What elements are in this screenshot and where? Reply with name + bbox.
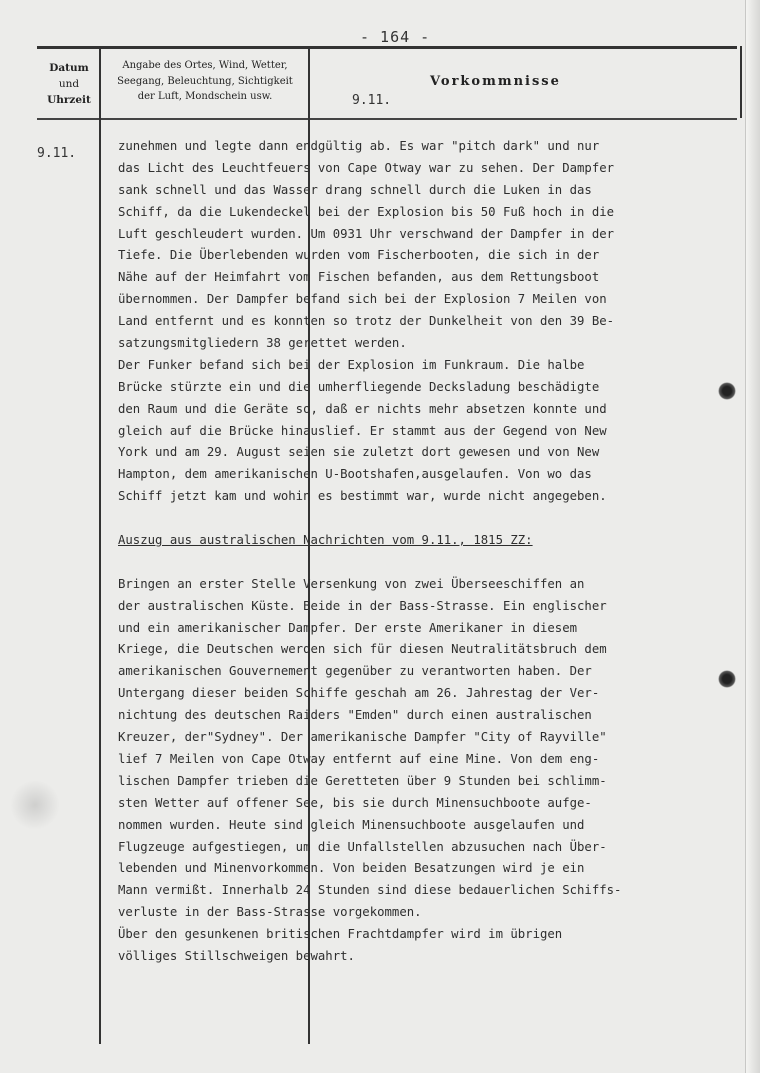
text-line: lief 7 Meilen von Cape Otway entfernt auf eine Mine. Von dem eng-: [118, 751, 600, 766]
text-line: den Raum und die Geräte so, daß er nichts mehr absetzen konnte und: [118, 401, 607, 416]
text-line: Der Funker befand sich bei der Explosion im Funkraum. Die halbe: [118, 357, 585, 372]
text-line: Untergang dieser beiden Schiffe geschah am 26. Jahrestag der Ver-: [118, 686, 600, 701]
paragraph-gap: [118, 552, 750, 574]
header-datum-line: und: [58, 78, 80, 90]
header-datum-line: Uhrzeit: [47, 94, 91, 106]
log-text: [118, 136, 750, 968]
header-date: 9.11.: [352, 93, 392, 108]
text-line: Tiefe. Die Überlebenden wurden vom Fischerbooten, die sich in der: [118, 248, 600, 263]
header-events: Vorkommnisse: [430, 74, 561, 89]
text-line: Kriege, die Deutschen werden sich für diesen Neutralitätsbruch dem: [118, 642, 607, 657]
column-divider-date: [99, 46, 101, 1044]
text-line: Schiff, da die Lukendeckel bei der Explosion bis 50 Fuß hoch in die: [118, 204, 615, 219]
text-line: nichtung des deutschen Raiders "Emden" durch einen australischen: [118, 708, 592, 723]
text-line: Schiff jetzt kam und wohin es bestimmt war, wurde nicht angegeben.: [118, 489, 607, 504]
log-paragraph-block: [118, 136, 750, 508]
text-line: satzungsmitgliedern 38 gerettet werden.: [118, 336, 407, 351]
punch-hole: [718, 670, 736, 688]
text-line: Flugzeuge aufgestiegen, um die Unfallstellen abzusuchen nach Über-: [118, 839, 607, 854]
text-line: nommen wurden. Heute sind gleich Minensuchboote ausgelaufen und: [118, 817, 585, 832]
text-line: York und am 29. August seien sie zuletzt dort gewesen und von New: [118, 445, 600, 460]
punch-hole: [718, 382, 736, 400]
text-line: Mann vermißt. Innerhalb 24 Stunden sind diese bedauerlichen Schiffs-: [118, 883, 622, 898]
text-line: das Licht des Leuchtfeuers von Cape Otway war zu sehen. Der Dampfer: [118, 160, 615, 175]
table-top-rule: [37, 46, 737, 49]
header-location-line: Seegang, Beleuchtung, Sichtigkeit: [117, 75, 293, 87]
text-line: und ein amerikanischer Dampfer. Der erste Amerikaner in diesem: [118, 620, 578, 635]
header-location-line: der Luft, Mondschein usw.: [137, 91, 273, 102]
text-line: Brücke stürzte ein und die umherfliegende Decksladung beschädigte: [118, 379, 600, 394]
text-line: amerikanischen Gouvernement gegenüber zu verantworten haben. Der: [118, 664, 592, 679]
text-line: Über den gesunkenen britischen Frachtdampfer wird im übrigen: [118, 927, 563, 942]
header-location-line: Angabe des Ortes, Wind, Wetter,: [122, 60, 288, 71]
table-header-rule: [37, 118, 737, 120]
header-datum: [40, 60, 98, 108]
section-heading: Auszug aus australischen Nachrichten vom 9.11., 1815 ZZ:: [118, 533, 533, 548]
text-line: übernommen. Der Dampfer befand sich bei der Explosion 7 Meilen von: [118, 292, 607, 307]
text-line: Luft geschleudert wurden. Um 0931 Uhr verschwand der Dampfer in der: [118, 226, 615, 241]
text-line: völliges Stillschweigen bewahrt.: [118, 948, 355, 963]
text-line: sank schnell und das Wasser drang schnell durch die Luken in das: [118, 182, 592, 197]
header-datum-line: Datum: [49, 62, 89, 74]
text-line: lebenden und Minenvorkommen. Von beiden Besatzungen wird je ein: [118, 861, 585, 876]
text-line: zunehmen und legte dann endgültig ab. Es war "pitch dark" und nur: [118, 139, 600, 153]
text-line: Land entfernt und es konnten so trotz der Dunkelheit von den 39 Be-: [118, 314, 615, 329]
text-line: Kreuzer, der"Sydney". Der amerikanische Dampfer "City of Rayville": [118, 730, 607, 745]
text-line: gleich auf die Brücke hinauslief. Er stammt aus der Gegend von New: [118, 423, 607, 438]
paragraph-gap: [118, 508, 750, 530]
text-line: Hampton, dem amerikanischen U-Bootshafen,ausgelaufen. Von wo das: [118, 467, 592, 482]
text-line: der australischen Küste. Beide in der Bass-Strasse. Ein englischer: [118, 598, 607, 613]
page-number: - 164 -: [360, 28, 431, 46]
entry-date: 9.11.: [37, 146, 77, 161]
text-line: lischen Dampfer trieben die Geretteten über 9 Stunden bei schlimm-: [118, 773, 607, 788]
text-line: sten Wetter auf offener See, bis sie durch Minensuchboote aufge-: [118, 795, 592, 810]
header-location: [104, 58, 306, 105]
text-line: Bringen an erster Stelle Versenkung von zwei Überseeschiffen an: [118, 576, 585, 591]
column-divider-right: [740, 46, 742, 118]
text-line: verluste in der Bass-Strasse vorgekommen.: [118, 905, 422, 920]
paper-smudge: [10, 780, 60, 830]
log-paragraph-block: [118, 574, 750, 968]
text-line: Nähe auf der Heimfahrt vom Fischen befanden, aus dem Rettungsboot: [118, 270, 600, 285]
